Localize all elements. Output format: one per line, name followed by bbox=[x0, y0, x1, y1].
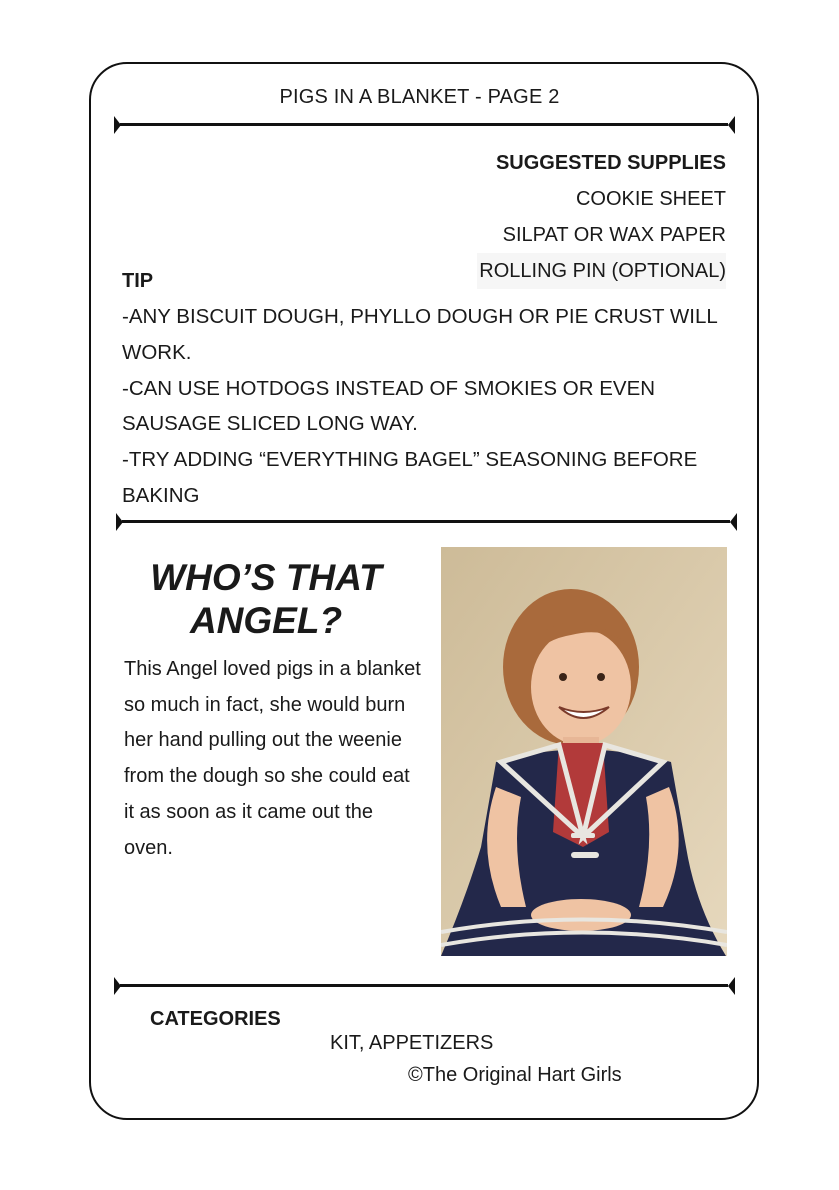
angel-title bbox=[120, 556, 412, 642]
tip-line: -CAN USE HOTDOGS INSTEAD OF SMOKIES OR EVEN SAUSAGE SLICED LONG WAY. bbox=[122, 376, 656, 436]
angel-story: This Angel loved pigs in a blanket so much in fact, she would burn her hand pulling out the weenie from the dough so she could eat it as soon as it came out the oven. bbox=[124, 658, 421, 859]
portrait-photo bbox=[441, 547, 727, 956]
categories-heading: CATEGORIES bbox=[150, 1008, 281, 1030]
tip-line: -ANY BISCUIT DOUGH, PHYLLO DOUGH OR PIE CRUST WILL WORK. bbox=[122, 305, 717, 364]
angel-title-line: WHO’S THAT bbox=[150, 557, 382, 598]
angel-title-line: ANGEL? bbox=[189, 600, 343, 641]
page-title: PIGS IN A BLANKET - PAGE 2 bbox=[279, 86, 560, 108]
tip-body bbox=[122, 299, 722, 514]
tip-line: -TRY ADDING “EVERYTHING BAGEL” SEASONING BEFORE BAKING bbox=[122, 448, 698, 507]
supply-item: SILPAT OR WAX PAPER bbox=[502, 224, 726, 246]
vintage-portrait-photo-icon bbox=[441, 547, 727, 956]
supplies-heading: SUGGESTED SUPPLIES bbox=[495, 152, 726, 174]
supply-item: COOKIE SHEET bbox=[575, 188, 726, 210]
suggested-supplies bbox=[477, 145, 726, 289]
tip-heading: TIP bbox=[122, 270, 154, 292]
categories-value: KIT, APPETIZERS bbox=[330, 1032, 494, 1054]
supply-item: ROLLING PIN (OPTIONAL) bbox=[477, 253, 726, 289]
copyright-notice: ©The Original Hart Girls bbox=[408, 1064, 622, 1086]
